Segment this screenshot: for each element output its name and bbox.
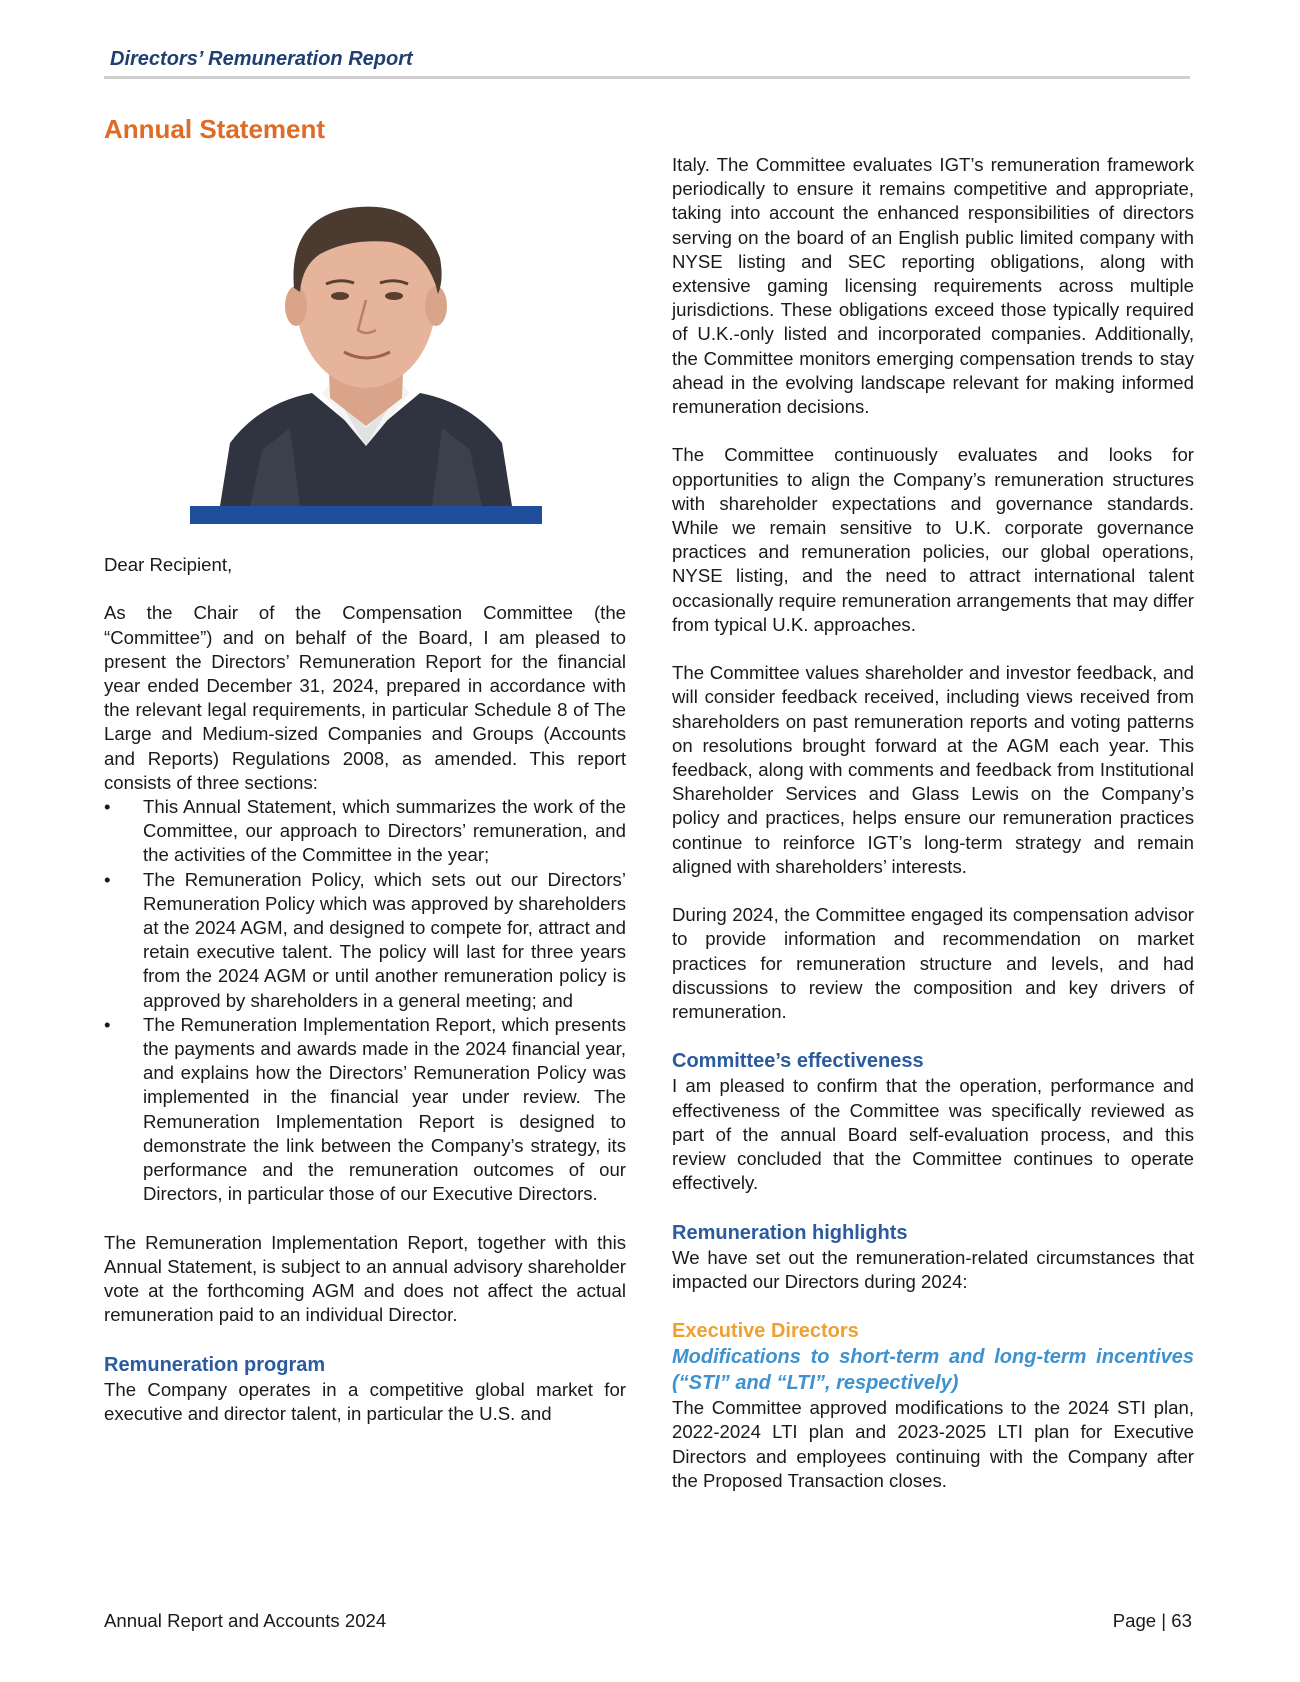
advisory-vote-paragraph: The Remuneration Implementation Report, together with this Annual Statement, is subject to an annual advisory shareholder vote at the forthcoming AGM and does not affect the actual remuneration paid to an individual Director. xyxy=(104,1231,626,1326)
footer-report-name: Annual Report and Accounts 2024 xyxy=(104,1610,387,1631)
running-header: Directors’ Remuneration Report xyxy=(110,48,413,70)
remuneration-program-heading: Remuneration program xyxy=(104,1353,326,1376)
bullet-glyph: • xyxy=(104,1013,111,1035)
list-item xyxy=(104,795,626,868)
list-item-text: The Remuneration Implementation Report, which presents the payments and awards made in the 2024 financial year, and explains how the Directors’ Remuneration Policy was implemented in the financial year under review. The Remuneration Implementation Report is designed to demonstrate the link between the Company’s strategy, its performance and the remuneration outcomes of our Directors, in particular those of our Executive Directors. xyxy=(143,1013,626,1205)
bullet-glyph: • xyxy=(104,796,111,818)
intro-paragraph: As the Chair of the Compensation Committee (the “Committee”) and on behalf of the Board, I am pleased to present the Directors’ Remuneration Report for the financial year ended December 31, 2024, prepared in accordance with the relevant legal requirements, in particular Schedule 8 of The Large and Medium-sized Companies and Groups (Accounts and Reports) Regulations 2008, as amended. This report consists of three sections: xyxy=(104,602,626,793)
incentives-modifications-heading: Modifications to short-term and long-term incentives (“STI” and “LTI”, respectively) xyxy=(672,1346,1194,1395)
salutation: Dear Recipient, xyxy=(104,554,233,575)
bullet-glyph: • xyxy=(104,868,111,890)
right-column xyxy=(672,153,1194,1493)
chair-portrait xyxy=(190,188,542,524)
incentives-modifications-paragraph: The Committee approved modifications to the 2024 STI plan, 2022-2024 LTI plan and 2023-2025 LTI plan for Executive Directors and employees continuing with the Company after the Proposed Transaction closes. xyxy=(672,1397,1194,1491)
list-item xyxy=(104,1013,626,1207)
list-item-text: This Annual Statement, which summarizes the work of the Committee, our approach to Directors’ remuneration, and the activities of the Committee in the year; xyxy=(143,796,626,866)
list-item-text: The Remuneration Policy, which sets out our Directors’ Remuneration Policy which was approved by shareholders at the 2024 AGM, and designed to compete for, attract and retain executive talent. The policy will last for three years from the 2024 AGM or until another remuneration policy is approved by shareholders in a general meeting; and xyxy=(143,868,626,1011)
header-divider xyxy=(104,76,1190,79)
left-column xyxy=(104,553,626,1426)
remuneration-highlights-heading: Remuneration highlights xyxy=(672,1221,908,1244)
section-title: Annual Statement xyxy=(104,114,326,144)
feedback-paragraph: The Committee values shareholder and investor feedback, and will consider feedback received, including views received from shareholders on past remuneration reports and voting patterns on resolutions brought forward at the AGM each year. This feedback, along with comments and feedback from Institutional Shareholder Services and Glass Lewis on the Company’s policy and practices, helps ensure our remuneration practices continue to reinforce IGT’s long-term strategy and remain aligned with shareholders’ interests. xyxy=(672,662,1194,877)
remuneration-highlights-paragraph: We have set out the remuneration-related circumstances that impacted our Directors during 2024: xyxy=(672,1246,1194,1292)
advisor-paragraph: During 2024, the Committee engaged its compensation advisor to provide information and recommendation on market practices for remuneration structure and levels, and had discussions to review the composition and key drivers of remuneration. xyxy=(672,904,1194,1023)
remuneration-program-continued: Italy. The Committee evaluates IGT’s remuneration framework periodically to ensure it remains competitive and appropriate, taking into account the enhanced responsibilities of directors serving on the board of an English public limited company with NYSE listing and SEC reporting obligations, along with extensive gaming licensing requirements across multiple jurisdictions. These obligations exceed those typically required of U.K.-only listed and incorporated companies. Additionally, the Committee monitors emerging compensation trends to stay ahead in the evolving landscape relevant for making informed remuneration decisions. xyxy=(672,154,1194,418)
executive-directors-heading: Executive Directors xyxy=(672,1320,859,1343)
list-item xyxy=(104,868,626,1013)
remuneration-program-paragraph: The Company operates in a competitive global market for executive and director talent, in particular the U.S. and xyxy=(104,1378,626,1424)
committee-effectiveness-paragraph: I am pleased to confirm that the operation, performance and effectiveness of the Committee was specifically reviewed as part of the annual Board self-evaluation process, and this review concluded that the Committee continues to operate effectively. xyxy=(672,1075,1194,1194)
footer-page-number: Page | 63 xyxy=(1112,1610,1192,1631)
evaluation-paragraph: The Committee continuously evaluates and looks for opportunities to align the Company’s remuneration structures with shareholder expectations and governance standards. While we remain sensitive to U.K. corporate governance practices and remuneration policies, our global operations, NYSE listing, and the need to attract international talent occasionally require remuneration arrangements that may differ from typical U.K. approaches. xyxy=(672,444,1194,635)
committee-effectiveness-heading: Committee’s effectiveness xyxy=(672,1050,924,1073)
report-sections-list xyxy=(104,795,626,1206)
